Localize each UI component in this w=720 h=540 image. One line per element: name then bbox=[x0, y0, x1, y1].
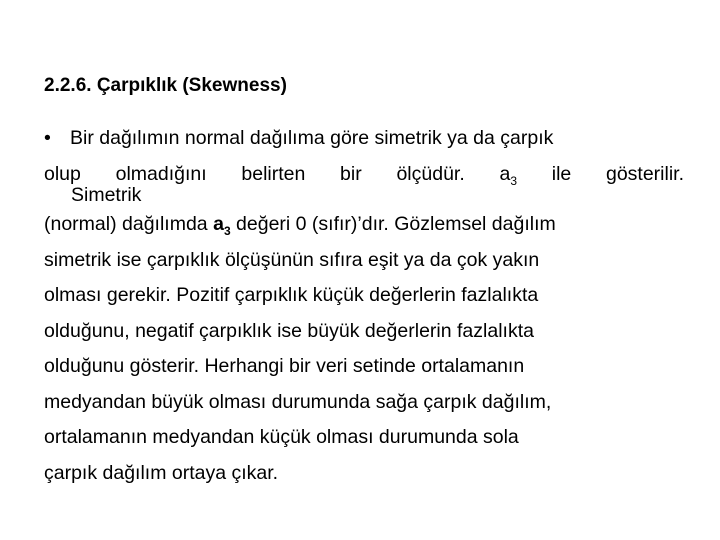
text-line-1 bbox=[44, 121, 684, 157]
bullet-icon: • bbox=[44, 127, 51, 149]
text-line-8: olduğunu gösterir. Herhangi bir veri setinde ortalamanın bbox=[44, 355, 525, 377]
section-heading: 2.2.6. Çarpıklık (Skewness) bbox=[44, 75, 287, 96]
body-paragraph bbox=[44, 121, 684, 491]
line-1-text: Bir dağılımın normal dağılıma göre simetrik ya da çarpık bbox=[70, 127, 554, 149]
a3-letter: a bbox=[213, 213, 224, 235]
a3-subscript: 3 bbox=[223, 223, 231, 238]
line-2-post: ile gösterilir. bbox=[517, 162, 685, 185]
text-line-9: medyandan büyük olması durumunda sağa çarpık dağılım, bbox=[44, 390, 552, 413]
a3-symbol bbox=[213, 213, 231, 238]
text-line-5: simetrik ise çarpıklık ölçüşünün sıfıra eşit ya da çok yakın bbox=[44, 248, 540, 271]
text-line-6: olması gerekir. Pozitif çarpıklık küçük değerlerin fazlalıkta bbox=[44, 284, 539, 306]
text-line-7: olduğunu, negatif çarpıklık ise büyük değerlerin fazlalıkta bbox=[44, 319, 534, 342]
text-line-11: çarpık dağılım ortaya çıkar. bbox=[44, 461, 279, 484]
text-line-4 bbox=[44, 207, 684, 243]
line-4-post: değeri 0 (sıfır)’dır. Gözlemsel dağılım bbox=[230, 213, 556, 235]
line-4-pre: (normal) dağılımda bbox=[44, 213, 214, 235]
line-2-subscript: 3 bbox=[510, 173, 518, 188]
line-2-pre: olup olmadığını belirten bir ölçüdür. a bbox=[44, 162, 511, 185]
text-line-10: ortalamanın medyandan küçük olması durumunda sola bbox=[44, 426, 519, 448]
text-line-3: Simetrik bbox=[71, 184, 142, 206]
